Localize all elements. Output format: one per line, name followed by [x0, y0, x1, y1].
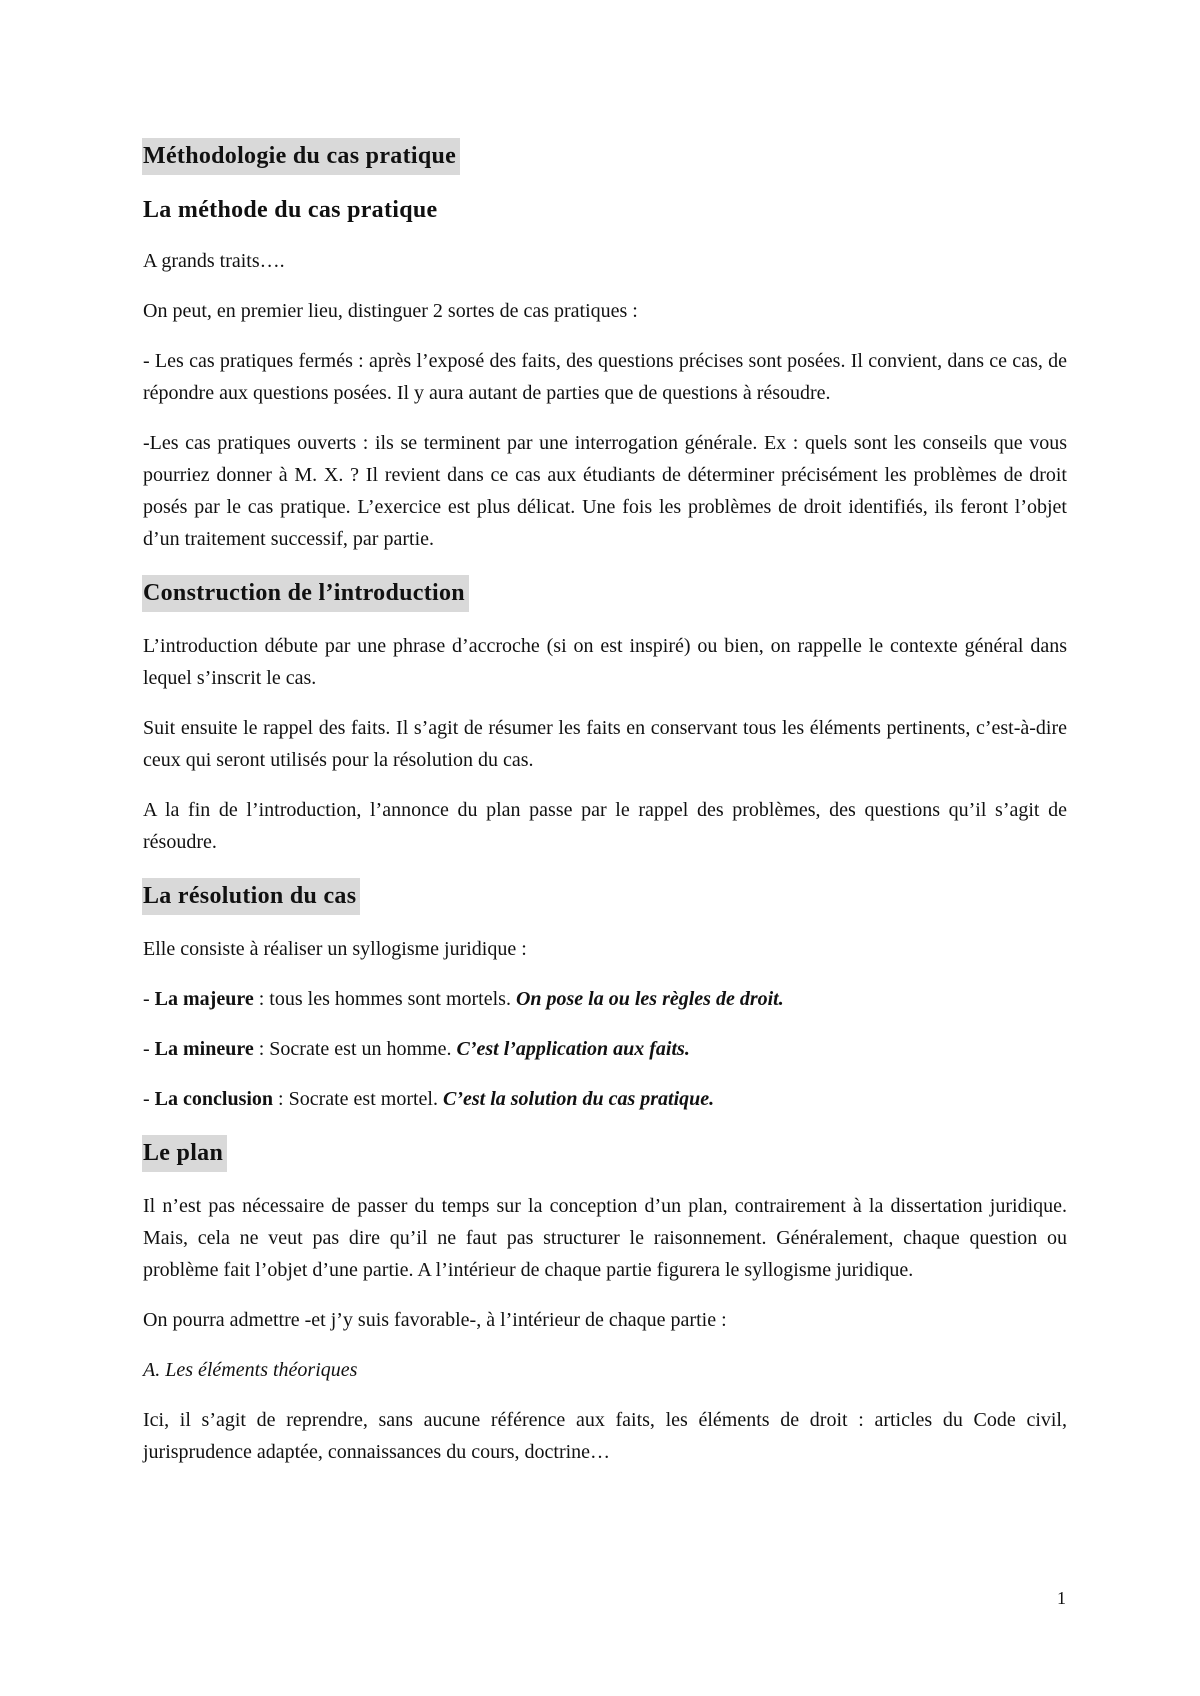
plan-paragraph-3: Ici, il s’agit de reprendre, sans aucune référence aux faits, les éléments de droit : articles du Code civil, jurisprudence adaptée, connaissances du cours, doctrine… — [143, 1409, 1067, 1463]
resolution-heading: La résolution du cas — [142, 878, 360, 915]
document-title — [143, 138, 1067, 175]
open-cases-paragraph: -Les cas pratiques ouverts : ils se terminent par une interrogation générale. Ex : quels sont les conseils que vous pourriez donner à M. X. ? Il revient dans ce cas aux étudiants de déterminer précisément les problèmes de droit posés par le cas pratique. L’exercice est plus délicat. Une fois les problèmes de droit identifiés, ils feront l’objet d’un traitement successif, par partie. — [143, 432, 1067, 550]
intro-heading: Construction de l’introduction — [142, 575, 469, 612]
closed-cases-paragraph: - Les cas pratiques fermés : après l’exposé des faits, des questions précises sont posées. Il convient, dans ce cas, de répondre aux questions posées. Il y aura autant de parties que de questions à résoudre. — [143, 350, 1067, 404]
plan-subsection-a: A. Les éléments théoriques — [143, 1359, 358, 1381]
mineure-text: : Socrate est un homme. — [253, 1038, 457, 1060]
page-number: 1 — [1057, 1588, 1066, 1608]
conclusion-label: La conclusion — [154, 1088, 274, 1110]
syllogism-mineure — [143, 1033, 1067, 1065]
mineure-emphasis: C’est l’application aux faits. — [456, 1038, 690, 1060]
syllogism-conclusion — [143, 1083, 1067, 1115]
syllogism-majeure — [143, 983, 1067, 1015]
intro-paragraph-2: Suit ensuite le rappel des faits. Il s’agit de résumer les faits en conservant tous les éléments pertinents, c’est-à-dire ceux qui seront utilisés pour la résolution du cas. — [143, 717, 1067, 771]
intro-line: On peut, en premier lieu, distinguer 2 sortes de cas pratiques : — [143, 300, 638, 322]
intro-section-heading — [143, 575, 1067, 612]
intro-paragraph-3: A la fin de l’introduction, l’annonce du plan passe par le rappel des problèmes, des questions qu’il s’agit de résoudre. — [143, 799, 1067, 853]
title-heading: Méthodologie du cas pratique — [142, 138, 460, 175]
intro-short: A grands traits…. — [143, 250, 285, 272]
method-subtitle: La méthode du cas pratique — [143, 197, 438, 223]
conclusion-prefix: - — [143, 1088, 155, 1110]
resolution-section-heading — [143, 878, 1067, 915]
majeure-emphasis: On pose la ou les règles de droit. — [515, 988, 784, 1010]
majeure-label: La majeure — [154, 988, 254, 1010]
majeure-prefix: - — [143, 988, 155, 1010]
conclusion-emphasis: C’est la solution du cas pratique. — [442, 1088, 715, 1110]
conclusion-text: : Socrate est mortel. — [273, 1088, 443, 1110]
majeure-text: : tous les hommes sont mortels. — [253, 988, 516, 1010]
plan-heading: Le plan — [142, 1135, 227, 1172]
mineure-prefix: - — [143, 1038, 155, 1060]
plan-paragraph-1: Il n’est pas nécessaire de passer du temps sur la conception d’un plan, contrairement à la dissertation juridique. Mais, cela ne veut pas dire qu’il ne faut pas structurer le raisonnement. Généralement, chaque question ou problème fait l’objet d’une partie. A l’intérieur de chaque partie figurera le syllogisme juridique. — [143, 1195, 1067, 1281]
intro-paragraph-1: L’introduction débute par une phrase d’accroche (si on est inspiré) ou bien, on rappelle le contexte général dans lequel s’inscrit le cas. — [143, 635, 1067, 689]
plan-paragraph-2: On pourra admettre -et j’y suis favorable-, à l’intérieur de chaque partie : — [143, 1309, 727, 1331]
page-content — [143, 138, 1067, 1468]
plan-section-heading — [143, 1135, 1067, 1172]
resolution-lead: Elle consiste à réaliser un syllogisme juridique : — [143, 938, 527, 960]
mineure-label: La mineure — [154, 1038, 254, 1060]
